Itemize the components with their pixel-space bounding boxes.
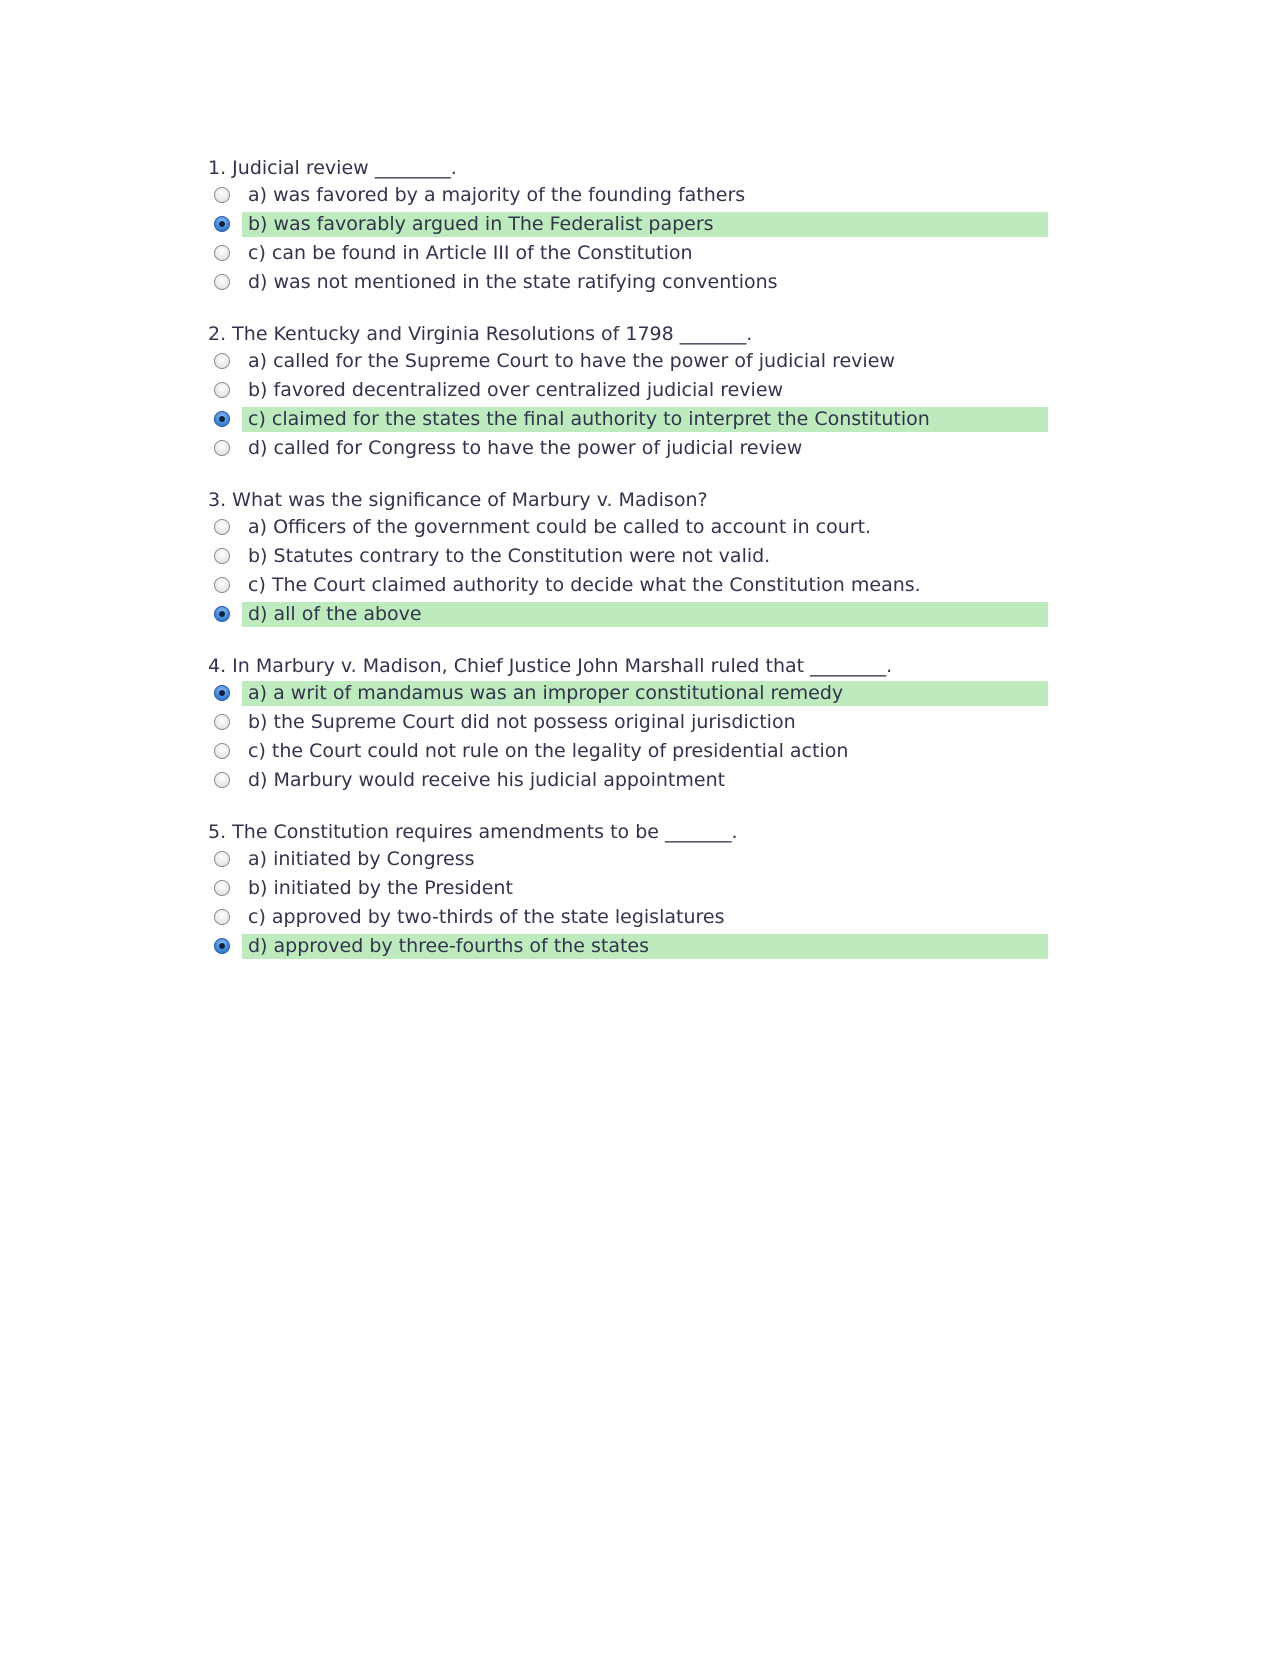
option-label: d) Marbury would receive his judicial appointment bbox=[248, 769, 726, 791]
radio-button[interactable] bbox=[214, 772, 230, 788]
radio-button-selected[interactable] bbox=[214, 606, 230, 622]
question-1 bbox=[208, 155, 1048, 297]
radio-button[interactable] bbox=[214, 743, 230, 759]
option-5a[interactable] bbox=[208, 845, 1048, 874]
option-label: a) a writ of mandamus was an improper constitutional remedy bbox=[242, 681, 1048, 706]
option-1b[interactable] bbox=[208, 210, 1048, 239]
option-1c[interactable] bbox=[208, 239, 1048, 268]
option-label: b) favored decentralized over centralized judicial review bbox=[248, 379, 784, 401]
option-2a[interactable] bbox=[208, 347, 1048, 376]
option-label: d) called for Congress to have the power of judicial review bbox=[248, 437, 803, 459]
radio-button-selected[interactable] bbox=[214, 685, 230, 701]
option-label: a) Officers of the government could be called to account in court. bbox=[248, 516, 872, 538]
option-3a[interactable] bbox=[208, 513, 1048, 542]
question-text: 1. Judicial review ________. bbox=[208, 157, 457, 179]
option-3d[interactable] bbox=[208, 600, 1048, 629]
question-text: 4. In Marbury v. Madison, Chief Justice John Marshall ruled that ________. bbox=[208, 655, 893, 677]
option-label: c) claimed for the states the final authority to interpret the Constitution bbox=[242, 407, 1048, 432]
radio-button-selected[interactable] bbox=[214, 216, 230, 232]
option-label: a) called for the Supreme Court to have the power of judicial review bbox=[248, 350, 895, 372]
radio-button[interactable] bbox=[214, 880, 230, 896]
option-label: d) all of the above bbox=[242, 602, 1048, 627]
option-3c[interactable] bbox=[208, 571, 1048, 600]
option-label: c) The Court claimed authority to decide what the Constitution means. bbox=[248, 574, 921, 596]
option-label: c) approved by two-thirds of the state legislatures bbox=[248, 906, 725, 928]
option-label: b) the Supreme Court did not possess original jurisdiction bbox=[248, 711, 796, 733]
option-4a[interactable] bbox=[208, 679, 1048, 708]
radio-button[interactable] bbox=[214, 519, 230, 535]
question-text: 5. The Constitution requires amendments to be _______. bbox=[208, 821, 738, 843]
option-label: a) initiated by Congress bbox=[248, 848, 475, 870]
option-label: d) was not mentioned in the state ratifying conventions bbox=[248, 271, 778, 293]
radio-button[interactable] bbox=[214, 851, 230, 867]
option-2b[interactable] bbox=[208, 376, 1048, 405]
question-text: 2. The Kentucky and Virginia Resolutions of 1798 _______. bbox=[208, 323, 753, 345]
radio-button[interactable] bbox=[214, 382, 230, 398]
option-4d[interactable] bbox=[208, 766, 1048, 795]
question-2 bbox=[208, 321, 1048, 463]
option-4c[interactable] bbox=[208, 737, 1048, 766]
option-2c[interactable] bbox=[208, 405, 1048, 434]
question-text: 3. What was the significance of Marbury v. Madison? bbox=[208, 489, 708, 511]
option-5d[interactable] bbox=[208, 932, 1048, 961]
option-1a[interactable] bbox=[208, 181, 1048, 210]
quiz bbox=[208, 155, 1048, 985]
radio-button[interactable] bbox=[214, 274, 230, 290]
radio-button[interactable] bbox=[214, 187, 230, 203]
radio-button[interactable] bbox=[214, 353, 230, 369]
radio-button[interactable] bbox=[214, 548, 230, 564]
option-5b[interactable] bbox=[208, 874, 1048, 903]
radio-button[interactable] bbox=[214, 577, 230, 593]
radio-button[interactable] bbox=[214, 714, 230, 730]
option-label: c) the Court could not rule on the legality of presidential action bbox=[248, 740, 849, 762]
radio-button[interactable] bbox=[214, 245, 230, 261]
question-5 bbox=[208, 819, 1048, 961]
option-label: b) was favorably argued in The Federalist papers bbox=[242, 212, 1048, 237]
option-2d[interactable] bbox=[208, 434, 1048, 463]
option-label: a) was favored by a majority of the founding fathers bbox=[248, 184, 746, 206]
radio-button[interactable] bbox=[214, 440, 230, 456]
radio-button-selected[interactable] bbox=[214, 411, 230, 427]
option-label: b) initiated by the President bbox=[248, 877, 513, 899]
option-1d[interactable] bbox=[208, 268, 1048, 297]
radio-button-selected[interactable] bbox=[214, 938, 230, 954]
option-label: c) can be found in Article III of the Constitution bbox=[248, 242, 693, 264]
question-4 bbox=[208, 653, 1048, 795]
option-4b[interactable] bbox=[208, 708, 1048, 737]
option-label: d) approved by three-fourths of the states bbox=[242, 934, 1048, 959]
option-3b[interactable] bbox=[208, 542, 1048, 571]
radio-button[interactable] bbox=[214, 909, 230, 925]
option-5c[interactable] bbox=[208, 903, 1048, 932]
option-label: b) Statutes contrary to the Constitution were not valid. bbox=[248, 545, 771, 567]
question-3 bbox=[208, 487, 1048, 629]
